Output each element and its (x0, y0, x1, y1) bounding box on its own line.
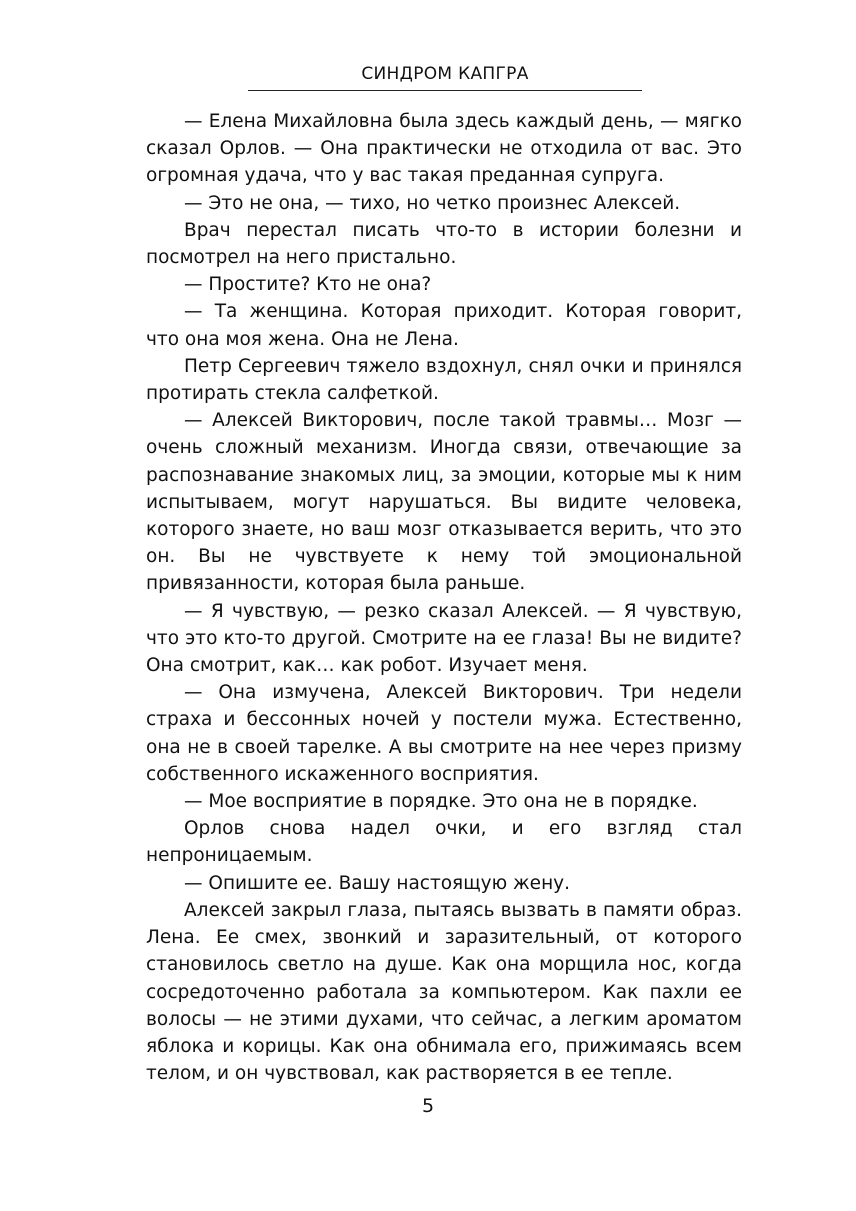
paragraph: Алексей закрыл глаза, пытаясь вызвать в памяти образ. Лена. Ее смех, звонкий и заразительный, от которого становилось светло на душе. Как она морщила нос, когда сосредоточенно работала за компьютером. Как пахли ее волосы — не этими духами, что сейчас, а легким ароматом яблока и корицы. Как она обнимала его, прижимаясь всем телом, и он чувствовал, как растворяется в ее тепле. (146, 899, 742, 1085)
paragraph: — Она измучена, Алексей Викторович. Три недели страха и бессонных ночей у постели мужа. Естественно, она не в своей тарелке. А вы смотрите на нее через призму собственного искаженного восприятия. (146, 682, 742, 785)
paragraph: Петр Сергеевич тяжело вздохнул, снял очки и принялся протирать стекла салфеткой. (146, 355, 742, 405)
paragraph: — Простите? Кто не она? (184, 274, 432, 296)
paragraph: — Та женщина. Которая приходит. Которая говорит, что она моя жена. Она не Лена. (146, 301, 742, 350)
header-rule (248, 90, 642, 91)
paragraph: — Мое восприятие в порядке. Это она не в порядке. (184, 791, 698, 813)
paragraph: — Опишите ее. Вашу настоящую жену. (184, 872, 570, 894)
paragraph: — Елена Михайловна была здесь каждый день, — мягко сказал Орлов. — Она практически не отходила от вас. Это огромная удача, что у вас такая преданная супруга. (146, 111, 742, 187)
page-number: 5 (421, 1095, 435, 1117)
body-text (146, 108, 742, 1087)
paragraph: Врач перестал писать что-то в истории болезни и посмотрел на него пристально. (146, 219, 742, 269)
paragraph: — Алексей Викторович, после такой травмы… Мозг — очень сложный механизм. Иногда связи, отвечающие за распознавание знакомых лиц, за эмоции, которые мы к ним испытываем, могут нарушаться. Вы видите человека, которого знаете, но ваш мозг отказывается верить, что это он. Вы не чувствуете к нему той эмоциональной привязанности, которая была раньше. (146, 410, 742, 595)
paragraph: — Это не она, — тихо, но четко произнес Алексей. (184, 192, 681, 214)
running-header: СИНДРОМ КАПГРА (361, 64, 529, 84)
paragraph: Орлов снова надел очки, и его взгляд стал непроницаемым. (146, 818, 742, 867)
paragraph: — Я чувствую, — резко сказал Алексей. — Я чувствую, что это кто-то другой. Смотрите на ее глаза! Вы не видите? Она смотрит, как… как робот. Изучает меня. (146, 600, 742, 677)
